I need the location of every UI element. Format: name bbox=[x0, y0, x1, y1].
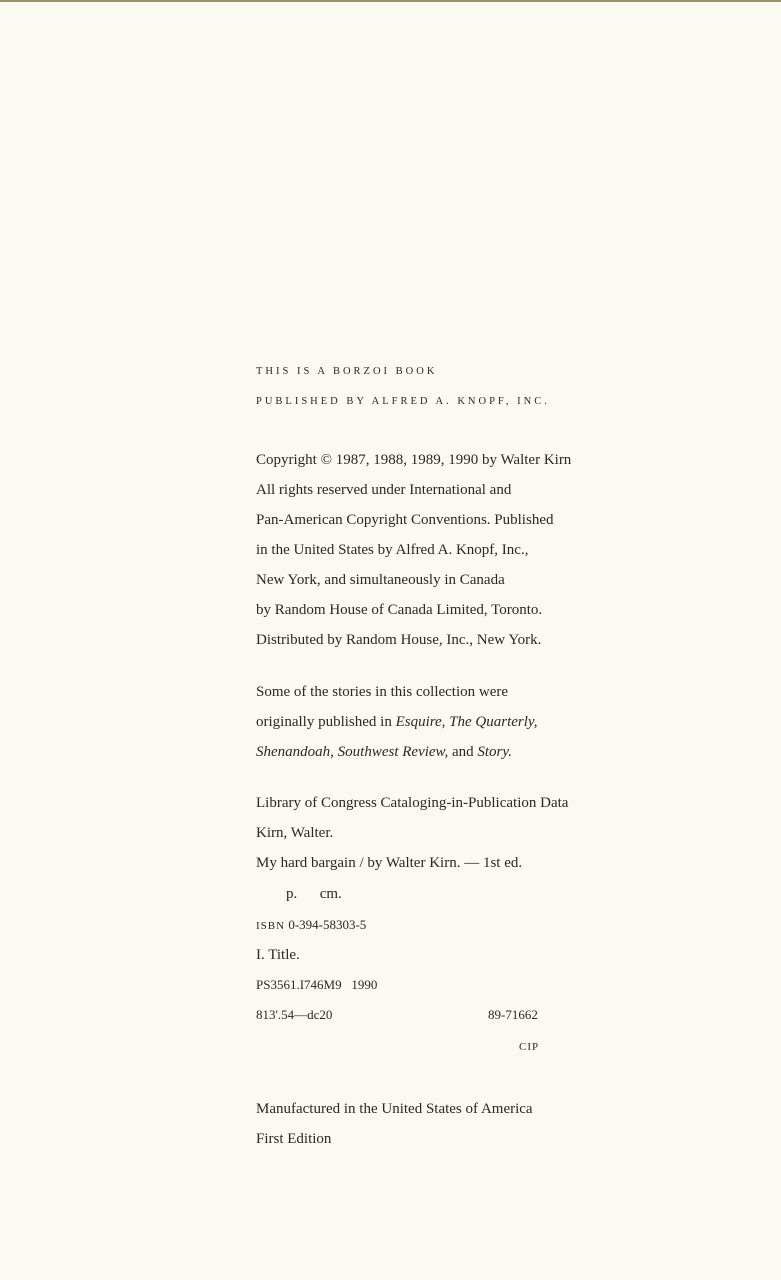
manufacture-line: Manufactured in the United States of America bbox=[256, 1101, 533, 1117]
cip-dewey: 813'.54—dc20 bbox=[256, 1007, 333, 1022]
publisher-line: PUBLISHED BY ALFRED A. KNOPF, INC. bbox=[256, 396, 550, 407]
cip-lccn: 89-71662 bbox=[488, 1007, 538, 1022]
cip-heading: Library of Congress Cataloging-in-Publication Data bbox=[256, 795, 569, 811]
cip-author: Kirn, Walter. bbox=[256, 825, 334, 841]
copyright-line-7: Distributed by Random House, Inc., New York. bbox=[256, 632, 542, 648]
publication-names-2: Shenandoah, Southwest Review, bbox=[256, 744, 449, 760]
copyright-line-1: Copyright © 1987, 1988, 1989, 1990 by Walter Kirn bbox=[256, 452, 572, 468]
acknowledgments-line-1: Some of the stories in this collection were bbox=[256, 684, 509, 700]
top-rule bbox=[0, 0, 781, 2]
isbn-number: 0-394-58303-5 bbox=[288, 917, 367, 932]
publication-names: Esquire, The Quarterly, bbox=[395, 714, 538, 730]
isbn-label: ISBN bbox=[256, 920, 286, 932]
cip-isbn bbox=[256, 916, 366, 935]
acknowledgments-prefix: originally published in bbox=[256, 714, 396, 730]
publication-names-3: Story. bbox=[477, 744, 512, 760]
acknowledgments-line-2 bbox=[256, 713, 538, 731]
copyright-line-2: All rights reserved under International and bbox=[256, 482, 512, 498]
cip-lc-class: PS3561.I746M9 1990 bbox=[256, 977, 378, 992]
copyright-line-6: by Random House of Canada Limited, Toronto. bbox=[256, 602, 543, 618]
borzoi-line: THIS IS A BORZOI BOOK bbox=[256, 366, 438, 377]
copyright-line-5: New York, and simultaneously in Canada bbox=[256, 572, 505, 588]
copyright-line-4: in the United States by Alfred A. Knopf, Inc., bbox=[256, 542, 529, 558]
acknowledgments-conjunction: and bbox=[448, 744, 478, 760]
cip-label: CIP bbox=[519, 1041, 540, 1053]
cip-subject: I. Title. bbox=[256, 947, 300, 963]
cip-title: My hard bargain / by Walter Kirn. — 1st ed. bbox=[256, 855, 523, 871]
acknowledgments-line-3 bbox=[256, 743, 512, 761]
cip-physical: p. cm. bbox=[286, 886, 342, 902]
copyright-line-3: Pan-American Copyright Conventions. Published bbox=[256, 512, 554, 528]
edition-line: First Edition bbox=[256, 1131, 332, 1147]
